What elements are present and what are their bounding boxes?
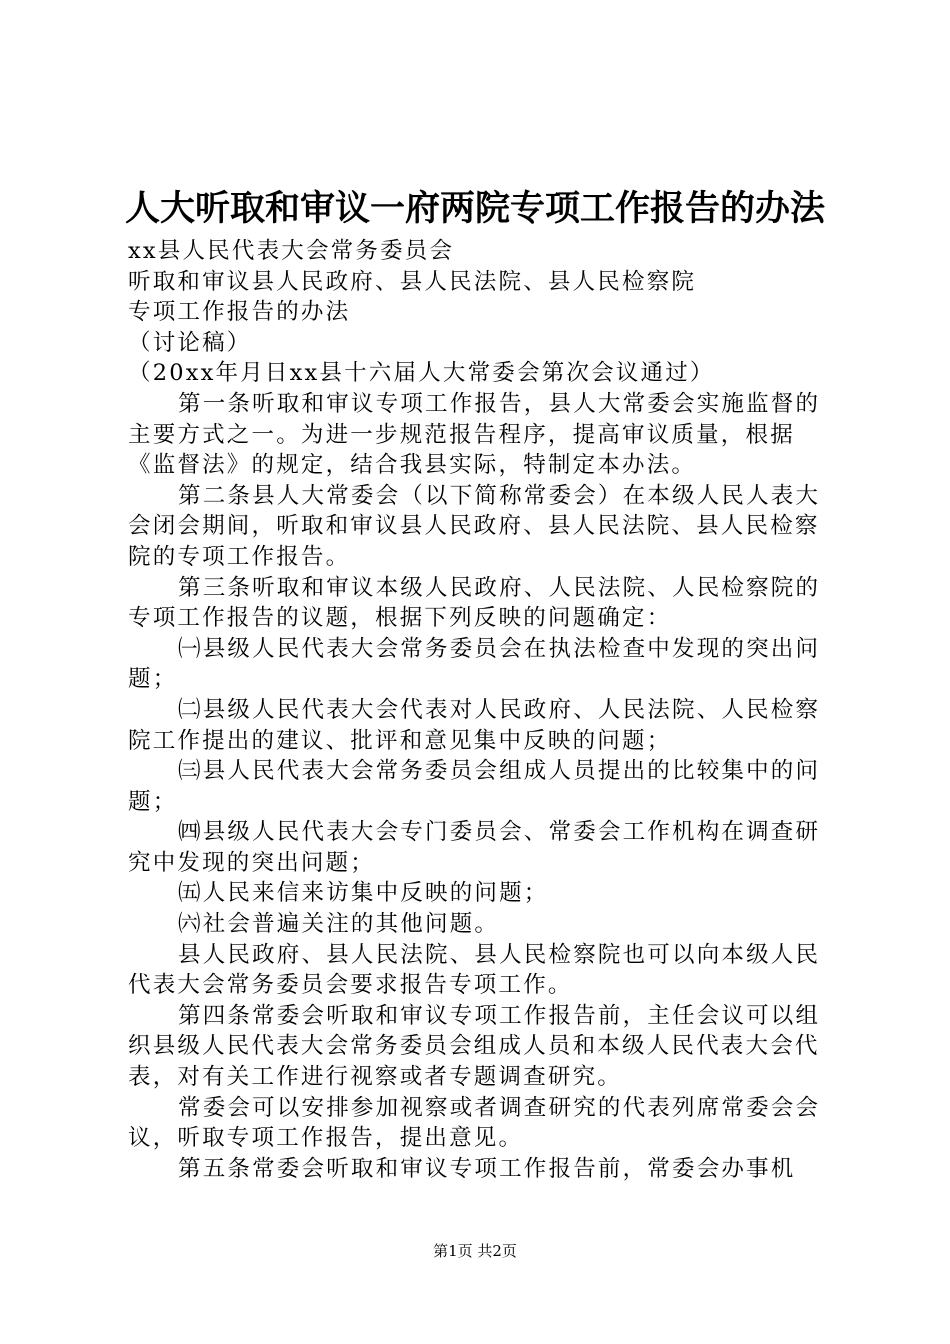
article-3-item-5: ㈤人民来信来访集中反映的问题；	[178, 880, 549, 907]
article-3-supplement: 县人民政府、县人民法院、县人民检察院也可以向本级人民代表大会常务委员会要求报告专项工作。	[128, 941, 821, 999]
article-3-item-4: ㈣县级人民代表大会专门委员会、常委会工作机构在调查研究中发现的突出问题；	[128, 819, 821, 876]
page-number-footer: 第1页 共2页	[433, 1242, 517, 1260]
article-4-supplement: 常委会可以安排参加视察或者调查研究的代表列席常委会会议，听取专项工作报告，提出意见。	[128, 1094, 821, 1152]
header-line-draft: （讨论稿）	[128, 329, 252, 356]
article-4: 第四条常委会听取和审议专项工作报告前，主任会议可以组织县级人民代表大会常务委员会组成人员和本级人民代表大会代表，对有关工作进行视察或者专题调查研究。	[128, 1002, 821, 1091]
header-line-subject: 听取和审议县人民政府、县人民法院、县人民检察院	[128, 268, 697, 295]
header-line-committee: xx县人民代表大会常务委员会	[128, 238, 455, 264]
article-5: 第五条常委会听取和审议专项工作报告前，常委会办事机	[178, 1155, 796, 1182]
article-1: 第一条听取和审议专项工作报告，县人大常委会实施监督的主要方式之一。为进一步规范报告程序，提高审议质量，根据《监督法》的规定，结合我县实际，特制定本办法。	[128, 390, 821, 479]
header-line-subject-cont: 专项工作报告的办法	[128, 299, 351, 326]
article-3-item-2: ㈡县级人民代表大会代表对人民政府、人民法院、人民检察院工作提出的建议、批评和意见集中反映的问题；	[128, 696, 821, 754]
document-body	[128, 236, 834, 1184]
article-3-item-6: ㈥社会普遍关注的其他问题。	[178, 911, 500, 938]
article-3-item-1: ㈠县级人民代表大会常务委员会在执法检查中发现的突出问题；	[128, 635, 821, 693]
header-line-adoption: （20xx年月日xx县十六届人大常委会第次会议通过）	[128, 360, 715, 387]
article-3-item-3: ㈢县人民代表大会常务委员会组成人员提出的比较集中的问题；	[128, 758, 821, 815]
article-2: 第二条县人大常委会（以下简称常委会）在本级人民人表大会闭会期间，听取和审议县人民政府、县人民法院、县人民检察院的专项工作报告。	[128, 482, 821, 570]
article-3: 第三条听取和审议本级人民政府、人民法院、人民检察院的专项工作报告的议题，根据下列反映的问题确定：	[128, 574, 821, 632]
document-title: 人大听取和审议一府两院专项工作报告的办法	[124, 188, 825, 229]
